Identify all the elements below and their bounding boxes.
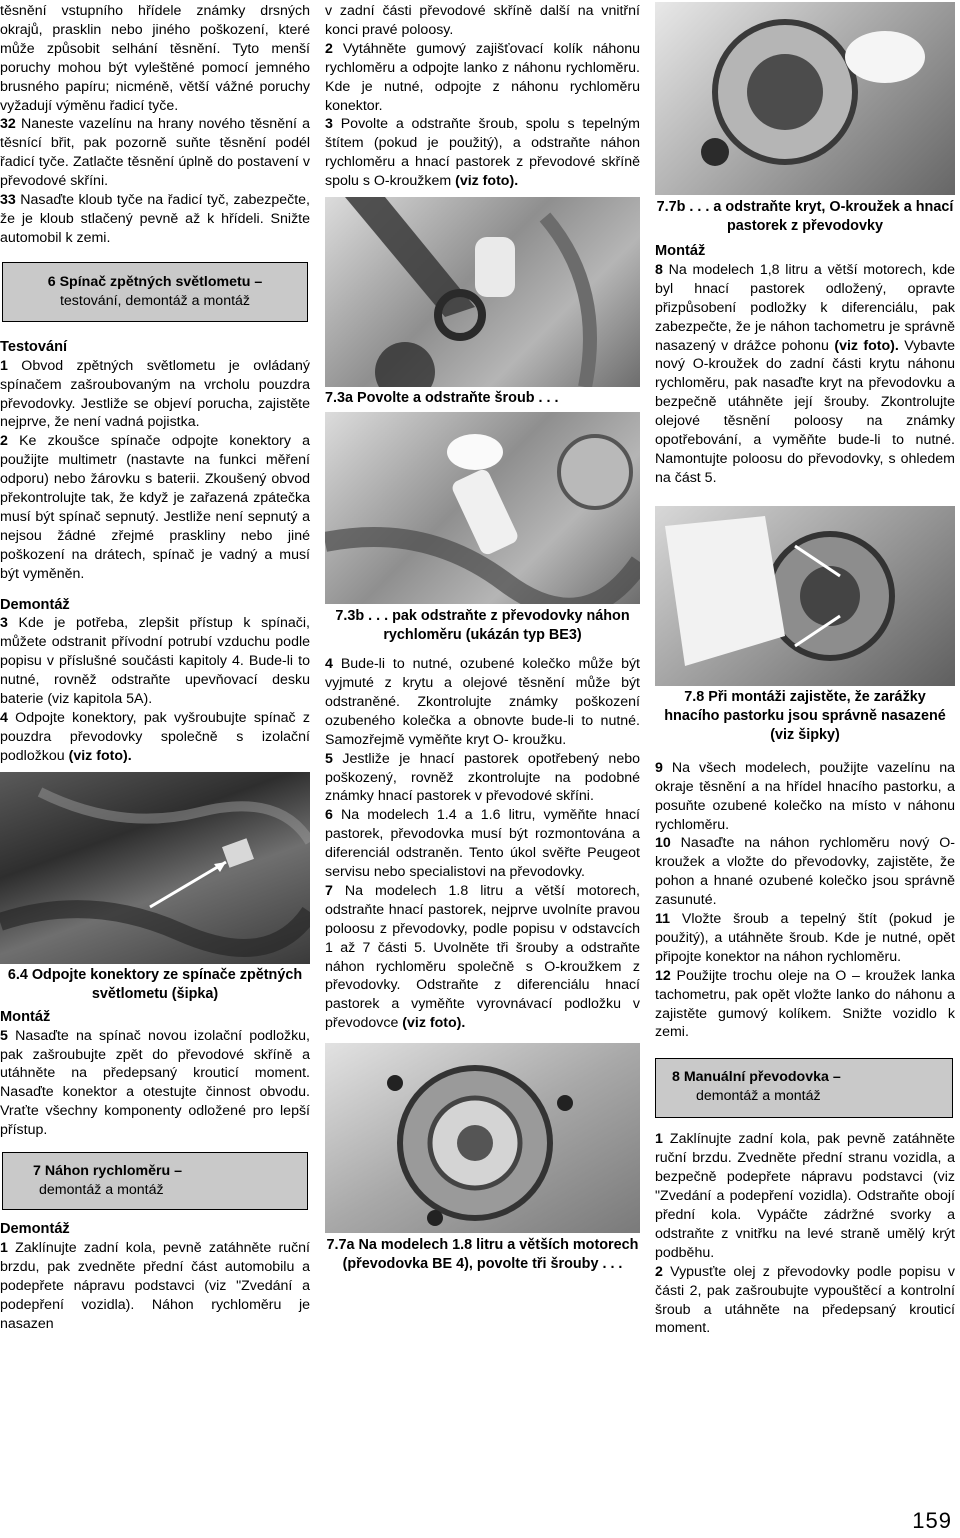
paragraph-5 (325, 750, 640, 807)
section-title: 6 Spínač zpětných světlometu – (47, 273, 263, 290)
paragraph-33 (0, 191, 310, 248)
photo-illustration (655, 2, 955, 195)
paragraph-text: Na modelech 1.4 a 1.6 litru, vyměňte hnací pastorek, převodovka musí být rozmontována a diferenciál odstraněn. Tento úkol svěřte Peugeot servisu nebo specialistovi na převodovky. (325, 807, 640, 881)
paragraph-number: 7 (325, 882, 333, 899)
paragraph-text: Ke zkoušce spínače odpojte konektory a použijte multimetr (nastavte na funkci měření odporu) nebo žárovku s baterii. Zkoušený obvod překontrolujte tak, že když je zařazená zpátečka musí být spínač sepnutý. Jestliže není sepnutý a nejsou žádné zřejmé praskliny nebo jiné poškození na drátech, spínač je vadný a musí být vyměněn. (0, 433, 310, 582)
paragraph-32 (0, 115, 310, 191)
caption-7-7b: 7.7b . . . a odstraňte kryt, O-kroužek a hnací pastorek z převodovky (656, 199, 954, 234)
paragraph-text: Nasaďte kloub tyče na řadicí tyč, zabezpečte, že je kloub stlačený pevně až k hřídeli. Snižte automobil k zemi. (0, 192, 310, 246)
caption-6-4: 6.4 Odpojte konektory ze spínače zpětných světlometu (šipka) (7, 966, 303, 1002)
paragraph-9 (655, 759, 955, 835)
paragraph-2 (325, 40, 640, 116)
paragraph-number: 9 (655, 759, 663, 776)
paragraph-number: 2 (0, 433, 8, 450)
paragraph-text-continued: Vybavte nový O-kroužek do zadní části krytu náhonu rychloměru, pak nasaďte kryt na převodovku a bezpečně utáhněte její šrouby. Zkontrolujte olejové těsnění poloosy na známky opotřebování, a vyměňte bude-li to nutné. Namontujte poloosu do převodovky, s ohledem na část 5. (655, 337, 955, 486)
paragraph-3 (0, 614, 310, 709)
paragraph-5 (0, 1027, 310, 1140)
paragraph-number: 1 (655, 1131, 663, 1148)
paragraph-number: 3 (325, 116, 333, 133)
paragraph-11 (655, 910, 955, 967)
paragraph-text: Kde je potřeba, zlepšit přístup k spínači, můžete odstranit přívodní potrubí vzduchu podle popisu v příslušné součásti kapitoly 4. Bude-li to nutné, rovněž odstraňte upevňovací desku baterie (viz kapitola 5A). (0, 615, 310, 708)
paragraph-number: 1 (0, 357, 8, 374)
paragraph-text: Povolte a odstraňte šroub, spolu s tepelným štítem (pokud je použitý), a odstraňte náhon rychloměru a hnací pastorek z převodové skříně spolu s O-kroužkem (325, 116, 640, 190)
paragraph-text: Vypusťte olej z převodovky podle popisu v části 2, pak zašroubujte vypouštěcí a kontrolní šroub a utáhněte na předepsaný krouticí moment. (655, 1263, 955, 1337)
photo-7-3a (325, 197, 640, 387)
paragraph-number: 6 (325, 807, 333, 824)
paragraph-intro: v zadní části převodové skříně další na vnitřní konci pravé poloosy. (325, 3, 640, 38)
photo-7-8 (655, 506, 955, 686)
section-title: 8 Manuální převodovka – (672, 1069, 841, 1086)
paragraph-text: Vložte šroub a tepelný štít (pokud je použitý), a utáhněte šroub. Kde je nutné, opět připojte konektor na náhon rychloměru. (655, 911, 955, 965)
photo-6-4 (0, 772, 310, 964)
paragraph-2 (655, 1263, 955, 1339)
paragraph-text: Na všech modelech, použijte vazelínu na okraje těsnění a na hřídel hnacího pastorku, a posuňte ozubené kolečko na místo v náhonu rychloměru. (655, 759, 955, 833)
caption-7-3b: 7.3b . . . pak odstraňte z převodovky náhon rychloměru (ukázán typ BE3) (335, 608, 630, 644)
page-number: 159 (912, 1508, 952, 1533)
paragraph-text: Bude-li to nutné, ozubené kolečko může být vyjmuté z krytu a olejové těsnění může být odstraněné. Zkontrolujte známky poškození ozubeného kolečka a obnovte bude-li to nutné. Samozřejmě vyměňte kryt O- kroužku. (325, 656, 640, 748)
paragraph-intro: těsnění vstupního hřídele známky drsných okrajů, prasklin nebo jiného poškození, které může způsobit selhání těsnění. Tyto menší poruchy mohou být vyleštěné pomocí jemného brusného papíru; nicméně, větší vážné poruchy vyžadují výměnu řadicí tyče. (0, 3, 310, 114)
photo-7-7b (655, 2, 955, 195)
paragraph-text: Odpojte konektory, pak vyšroubujte spínač z pouzdra převodovky společně s izolační podložkou (0, 710, 310, 764)
section-title: 7 Náhon rychloměru – (33, 1163, 183, 1180)
paragraph-text: Zaklínujte zadní kola, pak pevně zatáhněte ruční brzdu. Zvedněte přední stranu vozidla, a bezpečně podepřete nápravu podstavci (viz "Zvedání a podepření vozidla). Odstraňte obojí přední kola. Vypáčte zádržné svorky a odstraňte z vnitřku na levé straně umělý krýt podběhu. (655, 1131, 955, 1261)
paragraph-number: 2 (325, 40, 333, 57)
paragraph-number: 12 (655, 967, 671, 984)
section-7-heading-box (2, 1152, 308, 1210)
paragraph-6 (325, 806, 640, 882)
paragraph-number: 5 (325, 750, 333, 767)
photo-illustration (325, 1043, 640, 1233)
paragraph-1b (0, 1239, 310, 1334)
photo-7-7a (325, 1043, 640, 1233)
paragraph-text: Obvod zpětných světlometu je ovládaný spínačem zašroubovaným na vrcholu pouzdra převodovky. Jestliže se objeví porucha, zajistěte nejprve, že není vadná pojistka. (0, 357, 310, 431)
paragraph-4 (325, 655, 640, 750)
paragraph-text: Nasaďte na spínač novou izolační podložku, pak zašroubujte zpět do převodové skříně a utáhněte na předepsaný krouticí moment. Nasaďte konektor a otestujte činnost obvodu. Vraťte všechny komponenty odložené pro lepší přístup. (0, 1027, 310, 1139)
section-6-heading-box (2, 262, 308, 322)
photo-7-3b (325, 412, 640, 604)
paragraph-8 (655, 261, 955, 488)
heading-montaz: Montáž (0, 1008, 51, 1025)
paragraph-number: 8 (655, 261, 663, 278)
photo-reference: (viz foto). (68, 747, 132, 764)
paragraph-text: Použijte trochu oleje na O – kroužek lanka tachometru, pak opět vložte lanko do náhonu a zajistěte gumový kolíkem. Snižte vozidlo k zemi. (655, 967, 955, 1041)
heading-demontaz-2: Demontáž (0, 1221, 70, 1238)
paragraph-number: 4 (0, 710, 8, 726)
paragraph-number: 4 (325, 656, 333, 673)
photo-illustration (325, 197, 640, 387)
paragraph-text: Nasaďte na náhon rychloměru nový O-kroužek a vložte do převodovky, zajistěte, že pohon a hnané ozubené kolečko jsou správně zasunuté. (655, 835, 955, 909)
paragraph-number: 5 (0, 1027, 8, 1044)
paragraph-1 (0, 357, 310, 433)
paragraph-text: Vytáhněte gumový zajišťovací kolík náhonu rychloměru a odpojte lanko z náhonu rychloměru. Kde je nutné, odpojte z náhonu rychloměru konektor. (325, 40, 640, 114)
photo-illustration (325, 412, 640, 604)
caption-7-7a: 7.7a Na modelech 1.8 litru a větších motorech (převodovka BE 4), povolte tři šrouby . . . (326, 1237, 639, 1273)
paragraph-number: 2 (655, 1263, 663, 1280)
paragraph-1 (655, 1130, 955, 1262)
photo-illustration (0, 772, 310, 964)
column-left (0, 0, 310, 1334)
paragraph-number: 1 (0, 1239, 8, 1256)
paragraph-text: Naneste vazelínu na hrany nového těsnění a těsnící břit, pak pozorně suňte těsnění podél řadicí tyče. Zatlačte těsnění úplně do postavení v převodové skříni. (0, 116, 310, 190)
paragraph-4 (0, 709, 310, 766)
paragraph-number: 10 (655, 835, 671, 852)
section-8-heading-box (655, 1058, 953, 1118)
photo-illustration (655, 506, 955, 686)
paragraph-number: 11 (655, 911, 670, 928)
paragraph-text: Zaklínujte zadní kola, pevně zatáhněte ruční brzdu, pak zvedněte přední část automobilu a podepřete nápravu podstavci (viz "Zvedání a podepření vozidla). Náhon rychloměru je nasazen (0, 1239, 310, 1332)
paragraph-12 (655, 967, 955, 1043)
paragraph-10 (655, 834, 955, 910)
paragraph-number: 32 (0, 116, 16, 133)
heading-montaz: Montáž (655, 243, 706, 259)
paragraph-text: Jestliže je hnací pastorek opotřebený nebo poškozený, rovněž zkontrolujte na podobné známky hnací pastorek v převodové skříni. (325, 750, 640, 805)
heading-testovani: Testování (0, 338, 68, 355)
paragraph-text: Na modelech 1.8 litru a větší motorech, odstraňte hnací pastorek, nejprve uvolníte pravou poloosu z převodovky, podle popisu v odstavcích 1 až 7 části 5. Uvolněte tři šrouby a odstraňte náhon rychloměru společně s O-kroužkem z převodovky. Odstraňte z diferenciálu hnací pastorek a vyměňte vyrovnávací podložku v převodovce (325, 882, 640, 1032)
paragraph-number: 33 (0, 192, 16, 209)
paragraph-2 (0, 432, 310, 583)
paragraph-number: 3 (0, 615, 8, 632)
heading-demontaz: Demontáž (0, 596, 70, 613)
paragraph-3 (325, 115, 640, 191)
section-subtitle: testování, demontáž a montáž (59, 292, 251, 309)
photo-reference: (viz foto). (455, 173, 519, 190)
column-right (655, 0, 955, 1338)
column-middle (325, 0, 640, 1274)
section-subtitle: demontáž a montáž (39, 1182, 164, 1199)
paragraph-7 (325, 882, 640, 1033)
caption-7-8: 7.8 Při montáži zajistěte, že zarážky hnacího pastorku jsou správně nasazené (viz šipky) (664, 688, 946, 743)
section-subtitle: demontáž a montáž (696, 1088, 821, 1105)
paragraph-text: Na modelech 1,8 litru a větší motorech, kde byl hnací pastorek odložený, opravte přizpůsobení podložky k diferenciálu, pak zabezpečte, že je náhon tachometru je správně nasazený v drážce pohonu (655, 261, 955, 354)
photo-reference: (viz foto). (834, 337, 899, 354)
photo-reference: (viz foto). (402, 1015, 466, 1032)
caption-7-3a: 7.3a Povolte a odstraňte šroub . . . (325, 390, 559, 407)
